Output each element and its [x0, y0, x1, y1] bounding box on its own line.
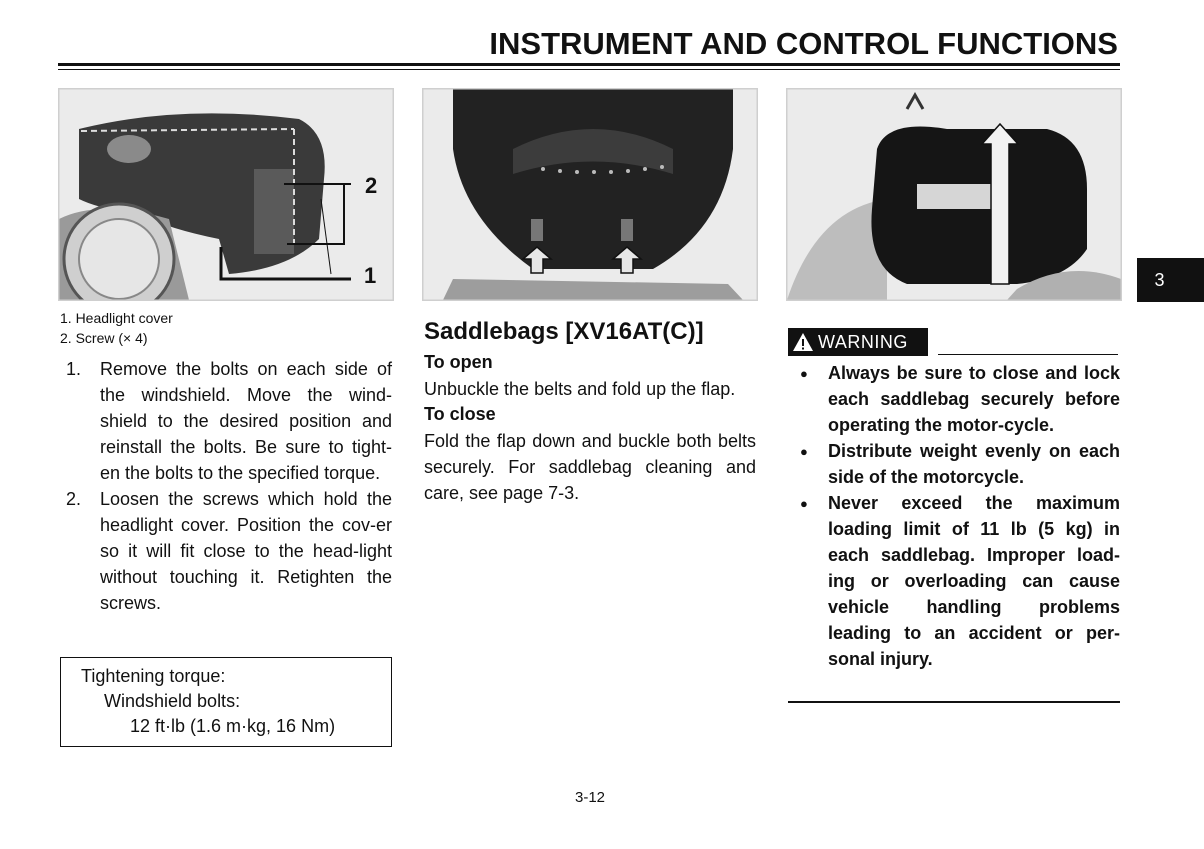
- bullet-icon: ●: [800, 496, 808, 511]
- headlight-cover-photo: [58, 88, 394, 301]
- list-item: [800, 360, 1120, 438]
- to-close-heading: To close: [424, 404, 496, 424]
- list-item: [66, 486, 392, 616]
- warning-badge: [788, 328, 928, 356]
- list-item: [800, 490, 1120, 672]
- caption-headlight-cover: 1. Headlight cover: [60, 310, 173, 326]
- list-item: [800, 438, 1120, 490]
- step-number: 1.: [66, 359, 82, 379]
- step-text: Remove the bolts on each side of the windshield. Move the wind-shield to the desired position and reinstall the bolts. Be sure to tight-en the bolts to the specified torque.: [100, 359, 392, 483]
- torque-value: 12 ft·lb (1.6 m·kg, 16 Nm): [130, 716, 336, 736]
- torque-heading: Tightening torque:: [81, 666, 226, 686]
- page-number: 3-12: [574, 789, 606, 806]
- header-rule-thin: [58, 69, 1120, 70]
- warning-rule-bottom: [788, 701, 1120, 703]
- warning-triangle-icon: [792, 332, 814, 352]
- step-text: Loosen the screws which hold the headlight cover. Position the cov-er so it will fit close to the head-light without touching it. Retighten the screws.: [100, 489, 392, 613]
- list-item: [66, 356, 392, 486]
- callout-2: 2: [365, 173, 378, 198]
- to-open-text: Unbuckle the belts and fold up the flap.: [424, 379, 736, 399]
- chapter-tab: 3: [1137, 258, 1204, 302]
- to-close-text: Fold the flap down and buckle both belts securely. For saddlebag cleaning and care, see page 7-3.: [424, 431, 756, 503]
- callout-1: 1: [364, 263, 377, 288]
- page-header-title: INSTRUMENT AND CONTROL FUNCTIONS: [489, 26, 1118, 61]
- torque-item-label: Windshield bolts:: [104, 691, 241, 711]
- saddlebag-open-photo: [422, 88, 758, 301]
- caption-screw: 2. Screw (× 4): [60, 330, 148, 346]
- saddlebag-flap-photo: [786, 88, 1122, 301]
- warning-text: Never exceed the maximum loading limit of 11 lb (5 kg) in each saddlebag. Improper load-ing or overloading can cause vehicle handling problems leading to an accident or per-sonal injury.: [828, 493, 1120, 669]
- warning-label: WARNING: [818, 331, 908, 352]
- bullet-icon: ●: [800, 444, 808, 459]
- bullet-icon: ●: [800, 366, 808, 381]
- warning-text: Always be sure to close and lock each saddlebag securely before operating the motor-cycle.: [828, 363, 1120, 435]
- step-number: 2.: [66, 489, 82, 509]
- adjustment-steps: [66, 356, 392, 616]
- figure-captions: [60, 308, 173, 348]
- section-title: Saddlebags [XV16AT(C)]: [424, 318, 704, 345]
- tightening-torque-box: [60, 657, 392, 747]
- header-rule: [58, 63, 1120, 66]
- to-open-heading: To open: [424, 352, 493, 372]
- warning-list: [800, 360, 1120, 672]
- warning-text: Distribute weight evenly on each side of the motorcycle.: [828, 441, 1120, 487]
- warning-rule-top: [938, 354, 1118, 355]
